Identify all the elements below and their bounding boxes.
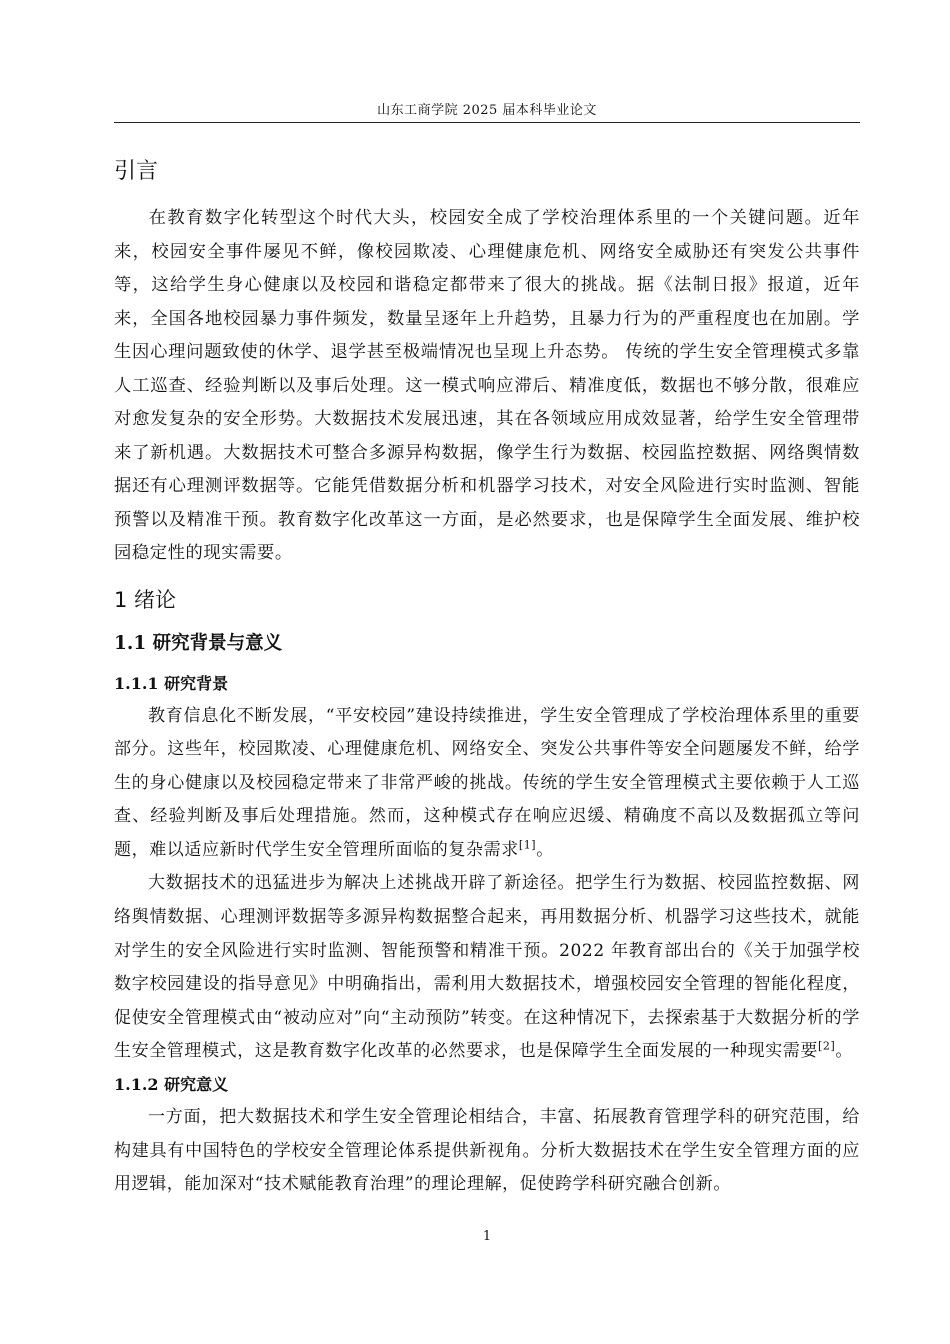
intro-heading: 引言 <box>114 159 159 184</box>
background-paragraph-2-end: 。 <box>835 1041 853 1062</box>
background-paragraph-1-end: 。 <box>536 839 554 860</box>
citation-1: [1] <box>518 838 537 852</box>
subsection-heading-background: 1.1.1 研究背景 <box>114 673 229 693</box>
intro-paragraph: 在教育数字化转型这个时代大头，校园安全成了学校治理体系里的一个关键问题。近年来，校园安全事件屡见不鲜，像校园欺凌、心理健康危机、网络安全威胁还有突发公共事件等，这给学生身心健康以及校园和谐稳定都带来了很大的挑战。据《法制日报》报道，近年来，全国各地校园暴力事件频发，数量呈逐年上升趋势，且暴力行为的严重程度也在加剧。学生因心理问题致使的休学、退学甚至极端情况也呈现上升态势。 传统的学生安全管理模式多靠人工巡查、经验判断以及事后处理。这一模式响应滞后、精准度低，数据也不够分散，很难应对愈发复杂的安全形势。大数据技术发展迅速，其在各领域应用成效显著，给学生安全管理带来了新机遇。大数据技术可整合多源异构数据，像学生行为数据、校园监控数据、网络舆情数据还有心理测评数据等。它能凭借数据分析和机器学习技术，对安全风险进行实时监测、智能预警以及精准干预。教育数字化改革这一方面，是必然要求，也是保障学生全面发展、维护校园稳定性的现实需要。 <box>114 208 860 563</box>
section-heading: 1.1 研究背景与意义 <box>114 632 283 654</box>
page-number: 1 <box>482 1229 492 1244</box>
background-paragraph-1-text: 教育信息化不断发展，“平安校园”建设持续推进，学生安全管理成了学校治理体系里的重要部分。这些年，校园欺凌、心理健康危机、网络安全、突发公共事件等安全问题屡发不鲜，给学生的身心健康以及校园稳定带来了非常严峻的挑战。传统的学生安全管理模式主要依赖于人工巡查、经验判断及事后处理措施。然而，这种模式存在响应迟缓、精确度不高以及数据孤立等问题，难以适应新时代学生安全管理所面临的复杂需求 <box>114 705 860 860</box>
document-page <box>114 0 860 1344</box>
running-header: 山东工商学院 2025 届本科毕业论文 <box>377 103 597 118</box>
chapter-heading: 1 绪论 <box>114 587 177 612</box>
header-rule <box>114 122 860 123</box>
citation-2: [2] <box>818 1039 836 1053</box>
significance-paragraph-1: 一方面，把大数据技术和学生安全管理论相结合，丰富、拓展教育管理学科的研究范围，给构建具有中国特色的学校安全管理论体系提供新视角。分析大数据技术在学生安全管理方面的应用逻辑，能加深对“技术赋能教育治理”的理论理解，促使跨学科研究融合创新。 <box>114 1107 860 1195</box>
background-paragraph-2-text: 大数据技术的迅猛进步为解决上述挑战开辟了新途径。把学生行为数据、校园监控数据、网络舆情数据、心理测评数据等多源异构数据整合起来，再用数据分析、机器学习这些技术，就能对学生的安全风险进行实时监测、智能预警和精准干预。2022 年教育部出台的《关于加强学校数字校园建设的指导意见》中明确指出，需利用大数据技术，增强校园安全管理的智能化程度，促使安全管理模式由“被动应对”向“主动预防”转变。在这种情况下，去探索基于大数据分析的学生安全管理模式，这是教育数字化改革的必然要求，也是保障学生全面发展的一种现实需要 <box>114 873 860 1062</box>
background-paragraph-1 <box>114 700 860 868</box>
subsection-heading-significance: 1.1.2 研究意义 <box>114 1075 229 1095</box>
background-paragraph-2 <box>114 867 860 1069</box>
page-content <box>114 152 860 1202</box>
